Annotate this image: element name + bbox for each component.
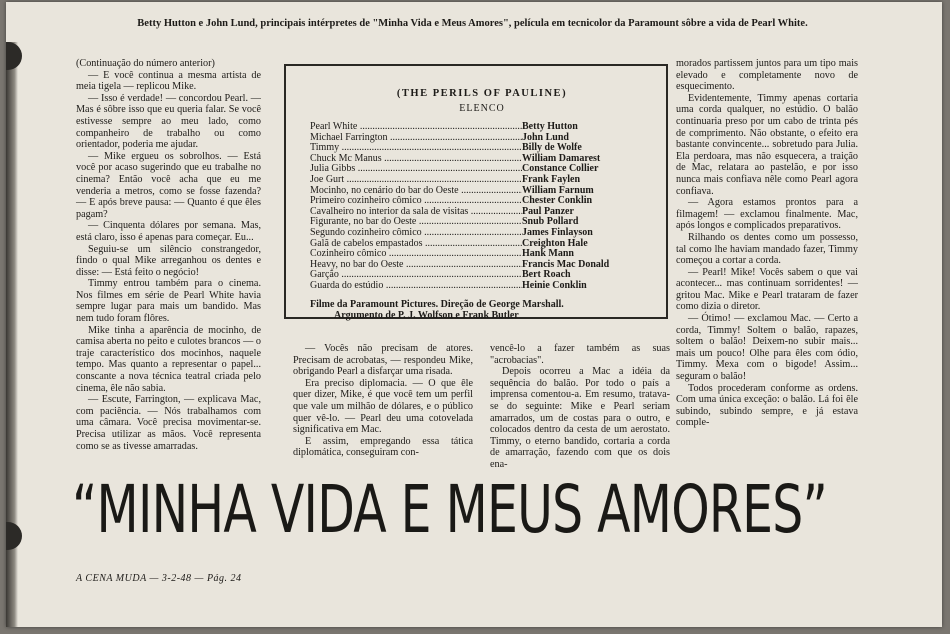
cast-actor: Francis Mac Donald [522,258,610,270]
cast-role: Primeiro cozinheiro cômico ..... [310,196,522,207]
cast-actor: James Finlayson [522,226,593,238]
cast-actor: Chester Conklin [522,195,593,207]
paragraph: Rilhando os dentes como um possesso, tal como lhe haviam mandado fazer, Timmy começou a cortar a corda. [676,231,858,267]
binding-hole [6,522,22,550]
paragraph: — Agora estamos prontos para a filmagem! — exclamou finalmente. Mac, após longos e complicados preparativos. [676,197,858,232]
cast-box [284,64,668,319]
cast-actor: Bert Roach [522,269,571,281]
cast-actor: Constance Collier [522,163,599,175]
article-column-2 [293,343,473,459]
paragraph: — Vocês não precisam de atores. Precisam de acrobatas, — respondeu Mike, obrigando Pearl a disfarçar uma risada. [293,343,473,378]
cast-actor: Heinie Conklin [522,279,587,291]
cast-role: Heavy, no bar do Oeste ..... [310,260,522,271]
cast-actor: Betty Hutton [522,121,578,132]
cast-role: Timmy ..... [310,143,522,154]
paragraph: morados partissem juntos para um tipo mais elevado e completamente novo de esquecimento. [676,58,858,93]
cast-role: Michael Farrington ..... [310,133,522,144]
article-column-1 [76,58,261,452]
cast-role: Cavalheiro no interior da sala de visitas ..... [310,207,522,218]
paragraph: — Ótimo! — exclamou Mac. — Certo a corda, Timmy! Soltem o balão, rapazes, soltem o balão! Deixem-no subir mais... mais um pouco! Olhe para êles com ódio, Timmy. Mexa com o bigode! Assim... seguram o balão! [676,313,858,383]
cast-role: Guarda do estúdio ..... [310,281,522,292]
cast-role: Cozinheiro cômico ..... [310,249,522,260]
cast-role: Garção ..... [310,270,522,281]
paragraph: — Pearl! Mike! Vocês sabem o que vai acontecer... mas continuam sorridentes! — gritou Mac. Mike e Pearl trataram de fazer como dizia o diretor. [676,266,858,313]
cast-row [310,270,654,281]
cast-row [310,164,654,175]
paragraph: Mike tinha a aparência de mocinho, de camisa aberta no peito e culotes brancos — o traje característico dos mocinhos, naquele tempo. Mas quanto a representar o papel... conscante a nova técnica teatral criada pelo cinema, êle não sabia. [76,324,261,394]
cast-actor: William Damarest [522,152,601,164]
photo-caption: Betty Hutton e John Lund, principais intérpretes de "Minha Vida e Meus Amores", película em tecnicolor da Paramount sôbre a vida de Pearl White. [137,18,808,29]
cast-actor: William Farnum [522,184,594,196]
binding-hole [6,42,22,70]
paragraph: Depois ocorreu a Mac a idéia da sequência do balão. Por todo o país a imprensa comentou-a. Em resumo, tratava-se do seguinte: Mike e Pearl seriam amarrados, um de costas para o outro, e colocados dentro da cesta de um aerostato. Timmy, o eterno bandido, cortaria a corda de amarração, fazendo com que os dois ena- [490,366,670,470]
cast-role: Joe Gurt ..... [310,175,522,186]
paragraph: Era preciso diplomacia. — O que êle quer dizer, Mike, é que você tem um perfil que vale um milhão de dólares, e o público quer vê-lo. — Pearl deu uma cotovelada significativa em Mac. [293,377,473,436]
cast-role: Julia Gibbs ..... [310,164,522,175]
cast-role: Figurante, no bar do Oeste ..... [310,217,522,228]
credits-line: Filme da Paramount Pictures. Direção de George Marshall. [310,298,564,310]
paragraph: vencê-lo a fazer também as suas "acrobacias". [490,343,670,366]
cast-row [310,281,654,292]
cast-row [310,207,654,218]
cast-row [310,186,654,197]
paragraph: — Mike ergueu os sobrolhos. — Está você por acaso sugerindo que eu trabalhe no cinema? Então você acha que eu me venderia a metros, como se fosse fazenda? — E após breve pausa: — Quanto é que êles pagam? [76,150,261,220]
cast-row [310,217,654,228]
paragraph: — E você continua a mesma artista de meia tigela — replicou Mike. [76,69,261,93]
cast-credits [310,299,654,321]
cast-row [310,228,654,239]
cast-actor: Billy de Wolfe [522,142,582,154]
paragraph: Todos procederam conforme as ordens. Com uma única exceção: o balão. Lá foi êle subindo, subindo sempre, e já estava comple- [676,382,858,429]
cast-row [310,133,654,144]
paragraph: Timmy entrou também para o cinema. Nos filmes em série de Pearl White havia sempre lugar para mais um bandido. Mas nem tudo foram flôres. [76,278,261,325]
cast-row [310,196,654,207]
cast-list [310,122,654,292]
cast-actor: Creighton Hale [522,237,588,249]
cast-actor: Paul Panzer [522,205,574,217]
cast-row [310,143,654,154]
cast-role: Galã de cabelos empastados ..... [310,239,522,250]
credits-line: Argumento de P. J. Wolfson e Frank Butler [334,309,519,321]
cast-role: Mocinho, no cenário do bar do Oeste ..... [310,186,522,197]
paragraph: Evidentemente, Timmy apenas cortaria uma corda qualquer, no estúdio. O balão continuaria preso por um cabo de trinta pés de comprimento. Não obstante, o efeito era bastante convincente... sobretudo para Julia. Ela perdoara, mas não esquecera, a traição de Mac, relatara ao pastelão, e por isso nunca mais confiava nêle como Pearl agora confiava. [676,92,858,197]
article-headline: “MINHA VIDA E MEUS AMORES” [72,471,828,548]
cast-subtitle: ELENCO [459,103,505,114]
cast-row [310,122,654,133]
cast-actor: John Lund [522,131,569,143]
cast-actor: Hank Mann [522,248,574,260]
cast-actor: Snub Pollard [522,216,579,228]
article-column-4 [676,58,858,429]
cast-row [310,239,654,250]
paragraph: Seguiu-se um silêncio constrangedor, findo o qual Mike arreganhou os dentes e disse: — Está feito o negócio! [76,243,261,278]
paragraph: — Escute, Farrington, — explicava Mac, com paciência. — Nós trabalhamos com uma câmara. Você precisa movimentar-se. Precisa utilizar as mãos. Você representa como se as tivesse amarradas. [76,394,261,452]
cast-row [310,154,654,165]
paragraph: — Cinquenta dólares por semana. Mas, está claro, isso é apenas para começar. Eu... [76,220,261,243]
cast-role: Pearl White ..... [310,122,522,133]
paragraph: E assim, empregando essa tática diplomática, conseguiram con- [293,435,473,459]
page-footer: A CENA MUDA — 3-2-48 — Pág. 24 [76,573,242,584]
cast-role: Segundo cozinheiro cômico ..... [310,228,522,239]
cast-title: (THE PERILS OF PAULINE) [396,88,568,99]
cast-row [310,175,654,186]
article-column-3 [490,343,670,471]
cast-actor: Frank Faylen [522,173,581,185]
cast-row [310,260,654,271]
paragraph: — Isso é verdade! — concordou Pearl. — Mas é sôbre isso que eu queria falar. Se você estivesse sempre ao meu lado, como companheiro de trabalho ou como orientador, poderia me ajudar. [76,92,261,151]
cast-role: Chuck Mc Manus ..... [310,154,522,165]
paragraph: (Continuação do número anterior) [76,58,215,69]
